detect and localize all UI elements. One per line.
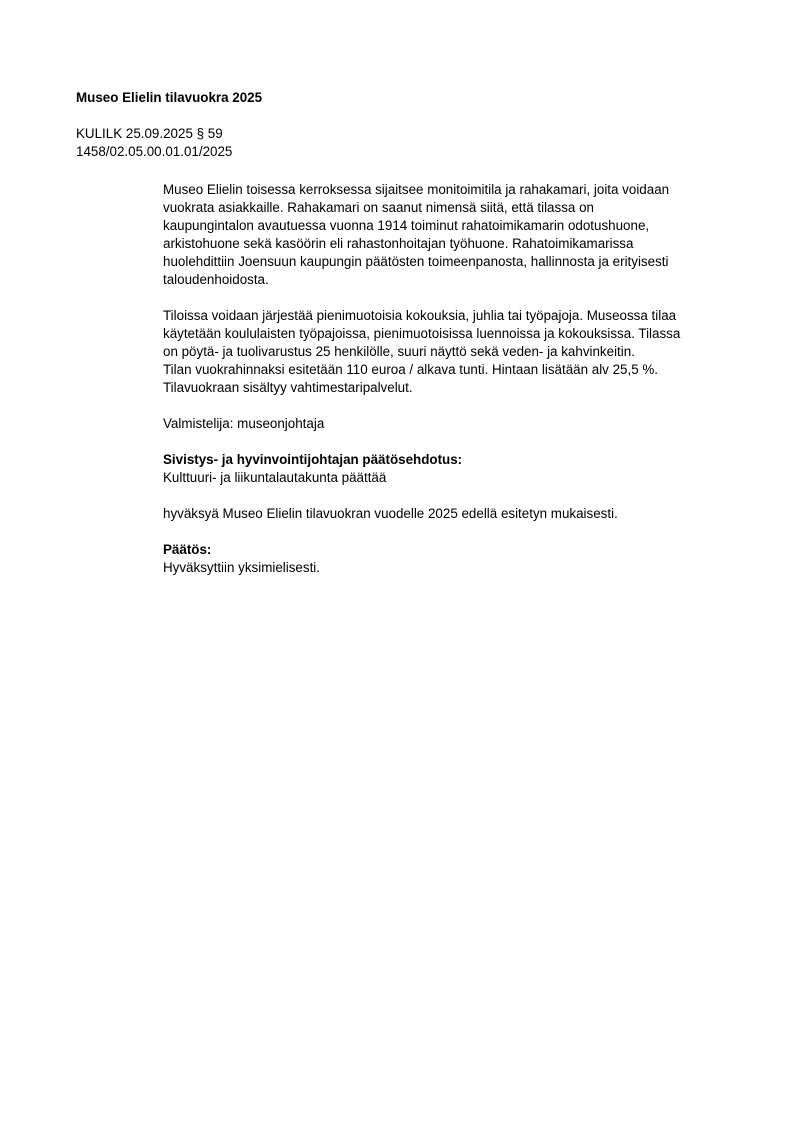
document-title: Museo Elielin tilavuokra 2025 xyxy=(76,90,263,105)
paragraph-line: on pöytä- ja tuolivarustus 25 henkilölle, suuri näyttö sekä veden- ja kahvinkeitin. xyxy=(163,344,635,359)
preparer-text: Valmistelija: museonjohtaja xyxy=(163,416,325,431)
paragraph-line: arkistohuone sekä kasöörin eli rahastonhoitajan työhuone. Rahatoimikamarissa xyxy=(163,236,634,251)
paragraph-line: Tilavuokraan sisältyy vahtimestaripalvelut. xyxy=(163,380,413,395)
proposal-board: Kulttuuri- ja liikuntalautakunta päättää xyxy=(163,470,387,485)
decision-text: Hyväksyttiin yksimielisesti. xyxy=(163,560,320,575)
paragraph-line: kaupungintalon avautuessa vuonna 1914 toiminut rahatoimikamarin odotushuone, xyxy=(163,218,650,233)
proposal-text-section xyxy=(163,505,743,523)
preparer-section xyxy=(163,415,743,433)
paragraph-line: huolehdittiin Joensuun kaupungin päätösten toimeenpanosta, hallinnosta ja erityisesti xyxy=(163,254,669,269)
case-number: 1458/02.05.00.01.01/2025 xyxy=(76,144,233,159)
proposal-text: hyväksyä Museo Elielin tilavuokran vuodelle 2025 edellä esitetyn mukaisesti. xyxy=(163,506,618,521)
decision-heading: Päätös: xyxy=(163,542,212,557)
paragraph-description xyxy=(163,181,743,289)
proposal-section xyxy=(163,451,743,487)
paragraph-line: vuokrata asiakkaille. Rahakamari on saanut nimensä siitä, että tilassa on xyxy=(163,200,594,215)
meeting-reference: KULILK 25.09.2025 § 59 xyxy=(76,126,223,141)
paragraph-line: Tilan vuokrahinnaksi esitetään 110 euroa / alkava tunti. Hintaan lisätään alv 25,5 %. xyxy=(163,362,659,377)
proposal-heading: Sivistys- ja hyvinvointijohtajan päätösehdotus: xyxy=(163,452,463,467)
document-meta xyxy=(76,125,232,161)
paragraph-line: käytetään koululaisten työpajoissa, pienimuotoisissa luennoissa ja kokouksissa. Tilassa xyxy=(163,326,681,341)
paragraph-usage-and-price xyxy=(163,307,743,397)
decision-section xyxy=(163,541,743,577)
paragraph-line: Museo Elielin toisessa kerroksessa sijaitsee monitoimitila ja rahakamari, joita voidaan xyxy=(163,182,670,197)
paragraph-line: Tiloissa voidaan järjestää pienimuotoisia kokouksia, juhlia tai työpajoja. Museossa tilaa xyxy=(163,308,677,323)
paragraph-line: taloudenhoidosta. xyxy=(163,272,269,287)
document-body xyxy=(163,181,743,595)
